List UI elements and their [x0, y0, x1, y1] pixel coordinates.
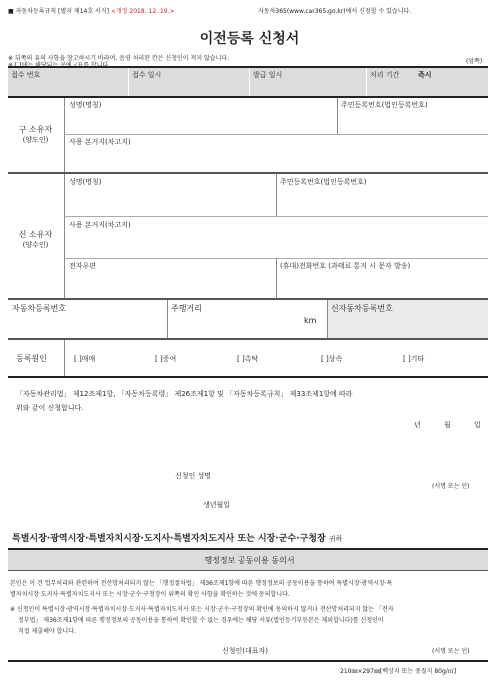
consent-p1-line2: 별자치시장·도지사·특별자치도지사 또는 시장·군수·구청장이 위쪽의 확인 사항을 확인하는 것에 동의합니다. [10, 591, 290, 598]
vehicle-reg-no-label: 자동차등록번호 [12, 304, 67, 313]
applicant-name-label: 신청인 성명 [175, 472, 212, 480]
online-notice: 자동차365(www.car365.go.kr)에서 신청할 수 있습니다. [258, 8, 412, 15]
page-side: (앞쪽) [466, 58, 483, 65]
page-title: 이전등록 신청서 [199, 31, 300, 47]
new-reg-no-label: 신자동차등록번호 [331, 304, 393, 313]
processing-period-value: 즉시 [418, 71, 432, 79]
date-month: 월 [444, 421, 451, 429]
issue-date-label: 발급 일시 [253, 71, 283, 79]
reason-label: 등록원인 [16, 354, 47, 363]
reason-option-commission[interactable]: [ ]촉탁 [237, 355, 259, 363]
mileage-label: 주행거리 [171, 304, 202, 313]
applicant-birth-label: 생년월일 [203, 501, 231, 509]
recipient: 특별시장·광역시장·특별자치시장·도지사·특별자치도지사 또는 시장·군수·구청장 귀하 [12, 534, 343, 544]
mileage-unit: km [304, 316, 317, 325]
prev-owner-base-label: 사용 본거지(차고지) [69, 138, 131, 146]
new-owner-id-label: 주민등록번호(법인등록번호) [280, 178, 367, 186]
law-reference: ■ 자동차등록규칙 [별지 제14호 서식] <개정 2018. 12. 19.> [8, 8, 175, 15]
consent-signer: 신청인(대표자) [222, 647, 269, 655]
consent-p2-line3: 직접 제출해야 합니다. [18, 628, 76, 635]
statement-line-2: 위와 같이 신청합니다. [16, 404, 84, 412]
new-owner-name-label: 성명(명칭) [69, 178, 102, 186]
receipt-date-label: 접수 일시 [132, 71, 162, 79]
reason-option-gift[interactable]: [ ]증여 [155, 355, 177, 363]
new-owner-label: 신 소유자 (양수인) [18, 230, 53, 249]
reason-option-other[interactable]: [ ]기타 [403, 355, 425, 363]
date-day: 일 [474, 421, 481, 429]
consent-p1-line1: 본인은 이 건 업무처리와 관련하여 전산망처리되지 않는 「행정절차법」 제36조제1항에 따른 행정정보의 공동이용을 통하여 특별시장·광역시장·특 [10, 580, 393, 587]
prev-owner-name-label: 성명(명칭) [69, 101, 102, 109]
reason-option-sale[interactable]: [ ]매매 [74, 355, 96, 363]
new-owner-base-label: 사용 본거지(차고지) [69, 221, 131, 229]
prev-owner-id-label: 주민등록번호(법인등록번호) [341, 101, 428, 109]
consent-p2-line1: ※ 신청인이 특별시장·광역시장·특별자치시장·도지사·특별자치도지사 또는 시장·군수·구청장의 확인에 동의하지 않거나 전산망처리되지 않는 「전자 [10, 606, 394, 613]
receipt-no-label: 접수 번호 [11, 71, 41, 79]
date-year: 년 [414, 421, 421, 429]
new-owner-phone-label: (휴대)전화번호 (과태료 통지 시 문자 발송) [280, 262, 411, 270]
consent-sign: (서명 또는 인) [432, 648, 470, 655]
revision-note: <개정 2018. 12. 19.> [110, 8, 175, 15]
processing-period-label: 처리 기간 [370, 71, 400, 79]
new-owner-email-label: 전자우편 [69, 262, 97, 270]
statement-line-1: 「자동차관리법」 제12조제1항, 「자동차등록령」 제26조제1항 및 「자동차등록규칙」 제33조제1항에 따라 [16, 390, 353, 398]
reason-option-inheritance[interactable]: [ ]상속 [321, 355, 343, 363]
consent-p2-line2: 정부법」 제36조제1항에 따른 행정정보의 공동이용을 통하여 확인할 수 없는 경우에는 해당 서류(법인등기부등본은 제외합니다)를 신청인이 [18, 617, 384, 624]
applicant-sign: (서명 또는 인) [432, 483, 470, 490]
paper-spec: 210㎜×297㎜[백상지 또는 중질지 80g/㎡] [340, 668, 457, 675]
consent-title: 행정정보 공동이용 동의서 [204, 556, 295, 565]
note-1: ※ 뒤쪽의 유의 사항을 참고하시기 바라며, 음영 처리된 칸은 신청인이 적지 않습니다. [8, 55, 230, 62]
prev-owner-label: 구 소유자 (양도인) [18, 125, 53, 144]
